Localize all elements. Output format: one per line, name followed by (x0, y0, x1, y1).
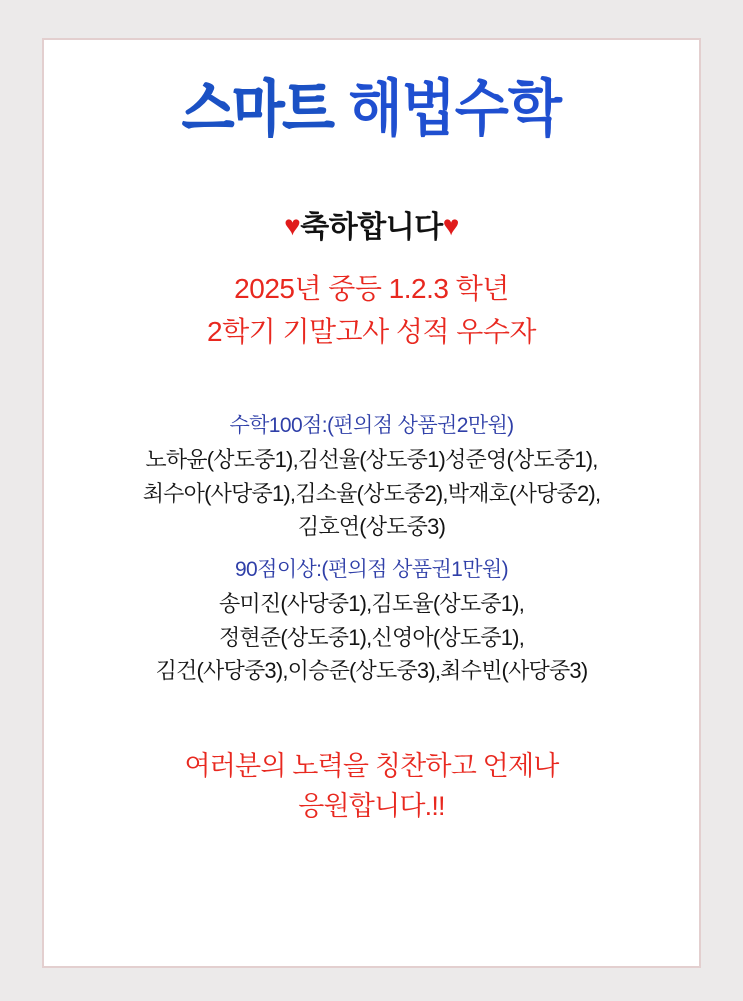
encouragement-line-2: 응원합니다.!! (298, 791, 445, 822)
award-names-line: 노하윤(상도중1),김선율(상도중1)성준영(상도중1), (145, 447, 598, 473)
award-heading-above-90: 90점이상:(편의점 상품권1만원) (234, 558, 509, 582)
brand-logo (58, 68, 685, 145)
congratulations-text: 축하합니다 (300, 211, 443, 244)
award-group-above-90 (58, 553, 685, 687)
encouragement-message (58, 746, 685, 827)
award-heading-perfect-score: 수학100점:(편의점 상품권2만원) (229, 414, 514, 438)
subtitle-line-1: 2025년 중등 1.2.3 학년 (234, 273, 509, 304)
subtitle-line-2: 2학기 기말고사 성적 우수자 (207, 315, 536, 347)
award-names-line: 정현준(상도중1),신영아(상도중1), (218, 624, 525, 650)
awards-section (58, 409, 685, 688)
congratulations-heading (58, 202, 685, 246)
award-names-line: 송미진(사당중1),김도율(상도중1), (218, 591, 525, 617)
exam-subtitle (58, 268, 685, 353)
heart-icon-right: ♥ (442, 210, 459, 241)
award-names-line: 김호연(상도중3) (297, 513, 446, 539)
encouragement-line-1: 여러분의 노력을 칭찬하고 언제나 (184, 750, 559, 781)
notice-content (58, 52, 685, 954)
logo-haebeop-math-text: 해법수학 (348, 73, 561, 145)
heart-icon-left: ♥ (284, 210, 301, 241)
notice-page (42, 38, 701, 968)
award-names-line: 최수아(사당중1),김소율(상도중2),박재호(사당중2), (142, 480, 601, 506)
logo-smart-text: 스마트 (182, 73, 333, 144)
award-group-perfect-score (58, 409, 685, 543)
award-names-line: 김건(사당중3),이승준(상도중3),최수빈(사당중3) (155, 658, 588, 684)
